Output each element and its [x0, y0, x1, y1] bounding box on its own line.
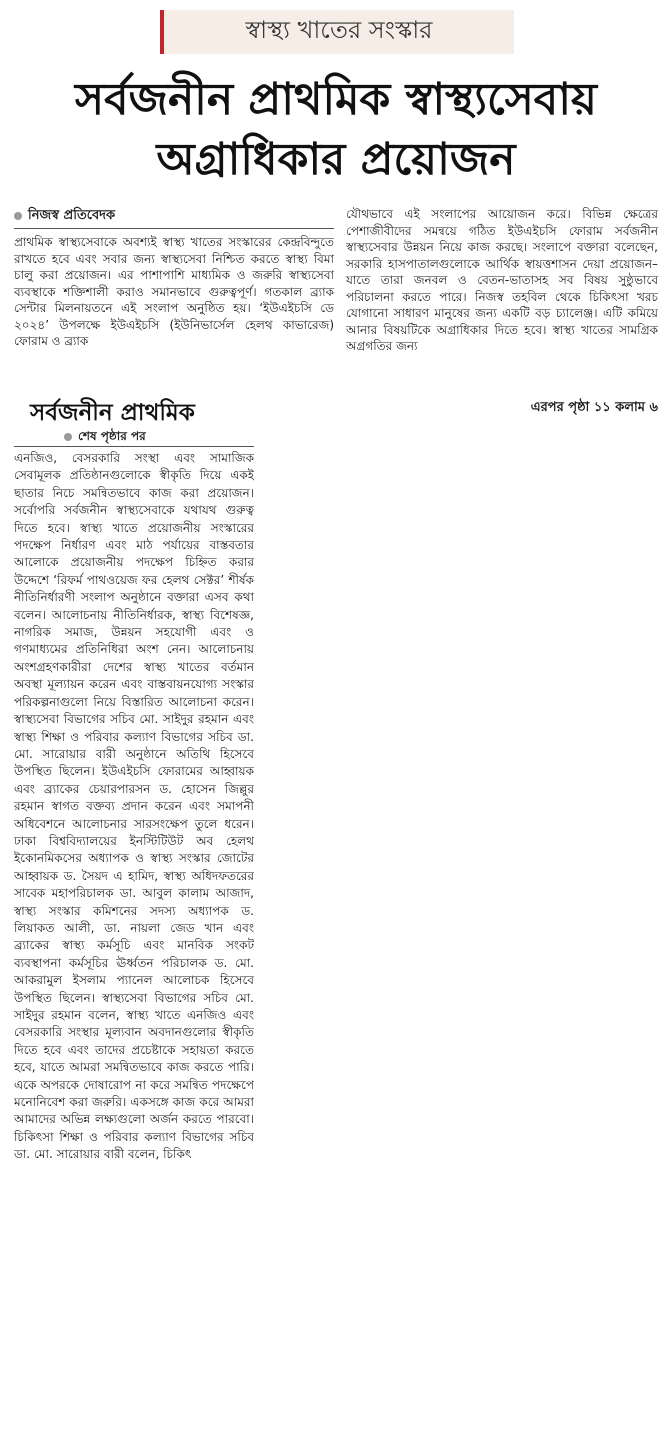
- byline-rule: [14, 228, 334, 229]
- bullet-icon: [14, 212, 22, 220]
- continuation-body: এনজিও, বেসরকারি সংস্থা এবং সামাজিক সেবামূলক প্রতিষ্ঠানগুলোকে স্বীকৃতি দিয়ে একই ছাতার নিচে সমন্বিতভাবে কাজ করা প্রয়োজন। সর্বোপরি সর্বজনীন স্বাস্থ্যসেবাকে যথাযথ গুরুত্ব দিতে হবে। স্বাস্থ্য খাতে প্রয়োজনীয় সংস্কারের পদক্ষেপ নির্ধারণ এবং মাঠ পর্যায়ের বাস্তবতার আলোকে প্রয়োজনীয় পদক্ষেপ চিহ্নিত করার উদ্দেশে ‘রিফর্ম পাথওয়েজ ফর হেলথ সেক্টর’ শীর্ষক নীতিনির্ধারণী সংলাপ অনুষ্ঠানে বক্তারা এসব কথা বলেন। আলোচনায় নীতিনির্ধারক, স্বাস্থ্য বিশেষজ্ঞ, নাগরিক সমাজ, উন্নয়ন সহযোগী এবং ও গণমাধ্যমের প্রতিনিধিরা অংশ নেন। আলোচনায় অংশগ্রহণকারীরা দেশের স্বাস্থ্য খাতের বর্তমান অবস্থা মূল্যায়ন করেন এবং বাস্তবায়নযোগ্য সংস্কার পরিকল্পনাগুলো নিয়ে বিস্তারিত আলোচনা করেন। স্বাস্থ্যসেবা বিভাগের সচিব মো. সাইদুর রহমান এবং স্বাস্থ্য শিক্ষা ও পরিবার কল্যাণ বিভাগের সচিব ডা. মো. সারোয়ার বারী অনুষ্ঠানে অতিথি হিসেবে উপস্থিত ছিলেন। ইউএইচসি ফোরামের আহ্বায়ক এবং ব্র্যাকের চেয়ারপারসন ড. হোসেন জিল্লুর রহমান স্বাগত বক্তব্য প্রদান করেন এবং সমাপনী অধিবেশনে আলোচনার সারসংক্ষেপ তুলে ধরেন। ঢাকা বিশ্ববিদ্যালয়ের ইনস্টিটিউট অব হেলথ ইকোনমিকসের অধ্যাপক ও স্বাস্থ্য সংস্কার জোটের আহ্বায়ক ড. সৈয়দ এ হামিদ, স্বাস্থ্য অধিদফতরের সাবেক মহাপরিচালক ডা. আবুল কালাম আজাদ, স্বাস্থ্য সংস্কার কমিশনের সদস্য অধ্যাপক ড. লিয়াকত আলী, ডা. নায়লা জেড খান এবং ব্র্যাকের স্বাস্থ্য কর্মসূচি এবং মানবিক সংকট ব্যবস্থাপনা কর্মসূচির ঊর্ধ্বতন পরিচালক ড. মো. আকরামুল ইসলাম প্যানেল আলোচক হিসেবে উপস্থিত ছিলেন। স্বাস্থ্যসেবা বিভাগের সচিব মো. সাইদুর রহমান বলেন, স্বাস্থ্য খাতে এনজিও এবং বেসরকারি সংস্থার মূল্যবান অবদানগুলোর স্বীকৃতি দিতে হবে এবং তাদের প্রচেষ্টাকে সহায়তা করতে হবে, যাতে আমরা সমন্বিতভাবে কাজ করতে পারি। একে অপরকে দোষারোপ না করে সমন্বিত পদক্ষেপে মনোনিবেশ করা জরুরি। একসঙ্গে কাজ করে আমরা আমাদের অভিন্ন লক্ষ্যগুলো অর্জন করতে পারবো। চিকিৎসা শিক্ষা ও পরিবার কল্যাণ বিভাগের সচিব ডা. মো. সারোয়ার বারী বলেন, চিকিৎ: [14, 451, 254, 1162]
- article-column-left: প্রাথমিক স্বাস্থ্যসেবাকে অবশ্যই স্বাস্থ্য খাতের সংস্কারের কেন্দ্রবিন্দুতে রাখতে হবে এবং সবার জন্য স্বাস্থ্যসেবা নিশ্চিত করতে স্বাস্থ্য বিমা চালু করা প্রয়োজন। এর পাশাপাশি মাধ্যমিক ও জরুরি স্বাস্থ্যসেবা ব্যবস্থাকে শক্তিশালী করাও সমানভাবে গুরুত্বপূর্ণ। গতকাল ব্র্যাক সেন্টার মিলনায়তনে এই সংলাপ অনুষ্ঠিত হয়। ‘ইউএইচসি ডে ২০২৪’ উপলক্ষে ইউএইচসি (ইউনিভার্সেল হেলথ কাভারেজ) ফোরাম ও ব্র্যাক: [14, 235, 334, 348]
- headline: [30, 70, 642, 190]
- headline-line-1: সর্বজনীন প্রাথমিক স্বাস্থ্যসেবায়: [75, 74, 597, 125]
- byline: [14, 206, 115, 227]
- jump-line: এরপর পৃষ্ঠা ১১ কলাম ৬: [530, 400, 658, 415]
- article-column-right: যৌথভাবে এই সংলাপের আয়োজন করে। বিভিন্ন ক্ষেত্রের পেশাজীবীদের সমন্বয়ে গঠিত ইউএইচসি ফোরাম সর্বজনীন স্বাস্থ্যসেবার উন্নয়ন নিয়ে কাজ করছে। সংলাপে বক্তারা বলেছেন, সরকারি হাসপাতালগুলোকে আর্থিক স্বায়ত্তশাসন দেয়া প্রয়োজন– যাতে তারা জনবল ও বেতন-ভাতাসহ সব বিষয় সুষ্ঠুভাবে পরিচালনা করতে পারে। নিজস্ব তহবিল থেকে চিকিৎসা খরচ যোগানো সাধারণ মানুষের জন্য একটি বড় চ্যালেঞ্জ। এটি কমিয়ে আনার বিষয়টিকে অগ্রাধিকার দিতে হবে। স্বাস্থ্য খাতের সামগ্রিক অগ্রগতির জন্য: [346, 207, 658, 353]
- continuation-from: শেষ পৃষ্ঠার পর: [78, 429, 146, 443]
- continuation-rule: [14, 446, 254, 447]
- bullet-icon: [64, 433, 72, 441]
- section-kicker: স্বাস্থ্য খাতের সংস্কার: [160, 10, 514, 54]
- byline-text: নিজস্ব প্রতিবেদক: [28, 208, 116, 223]
- continuation-title: সর্বজনীন প্রাথমিক: [30, 400, 195, 426]
- headline-line-2: অগ্রাধিকার প্রয়োজন: [156, 134, 516, 185]
- continuation-marker: [64, 428, 146, 448]
